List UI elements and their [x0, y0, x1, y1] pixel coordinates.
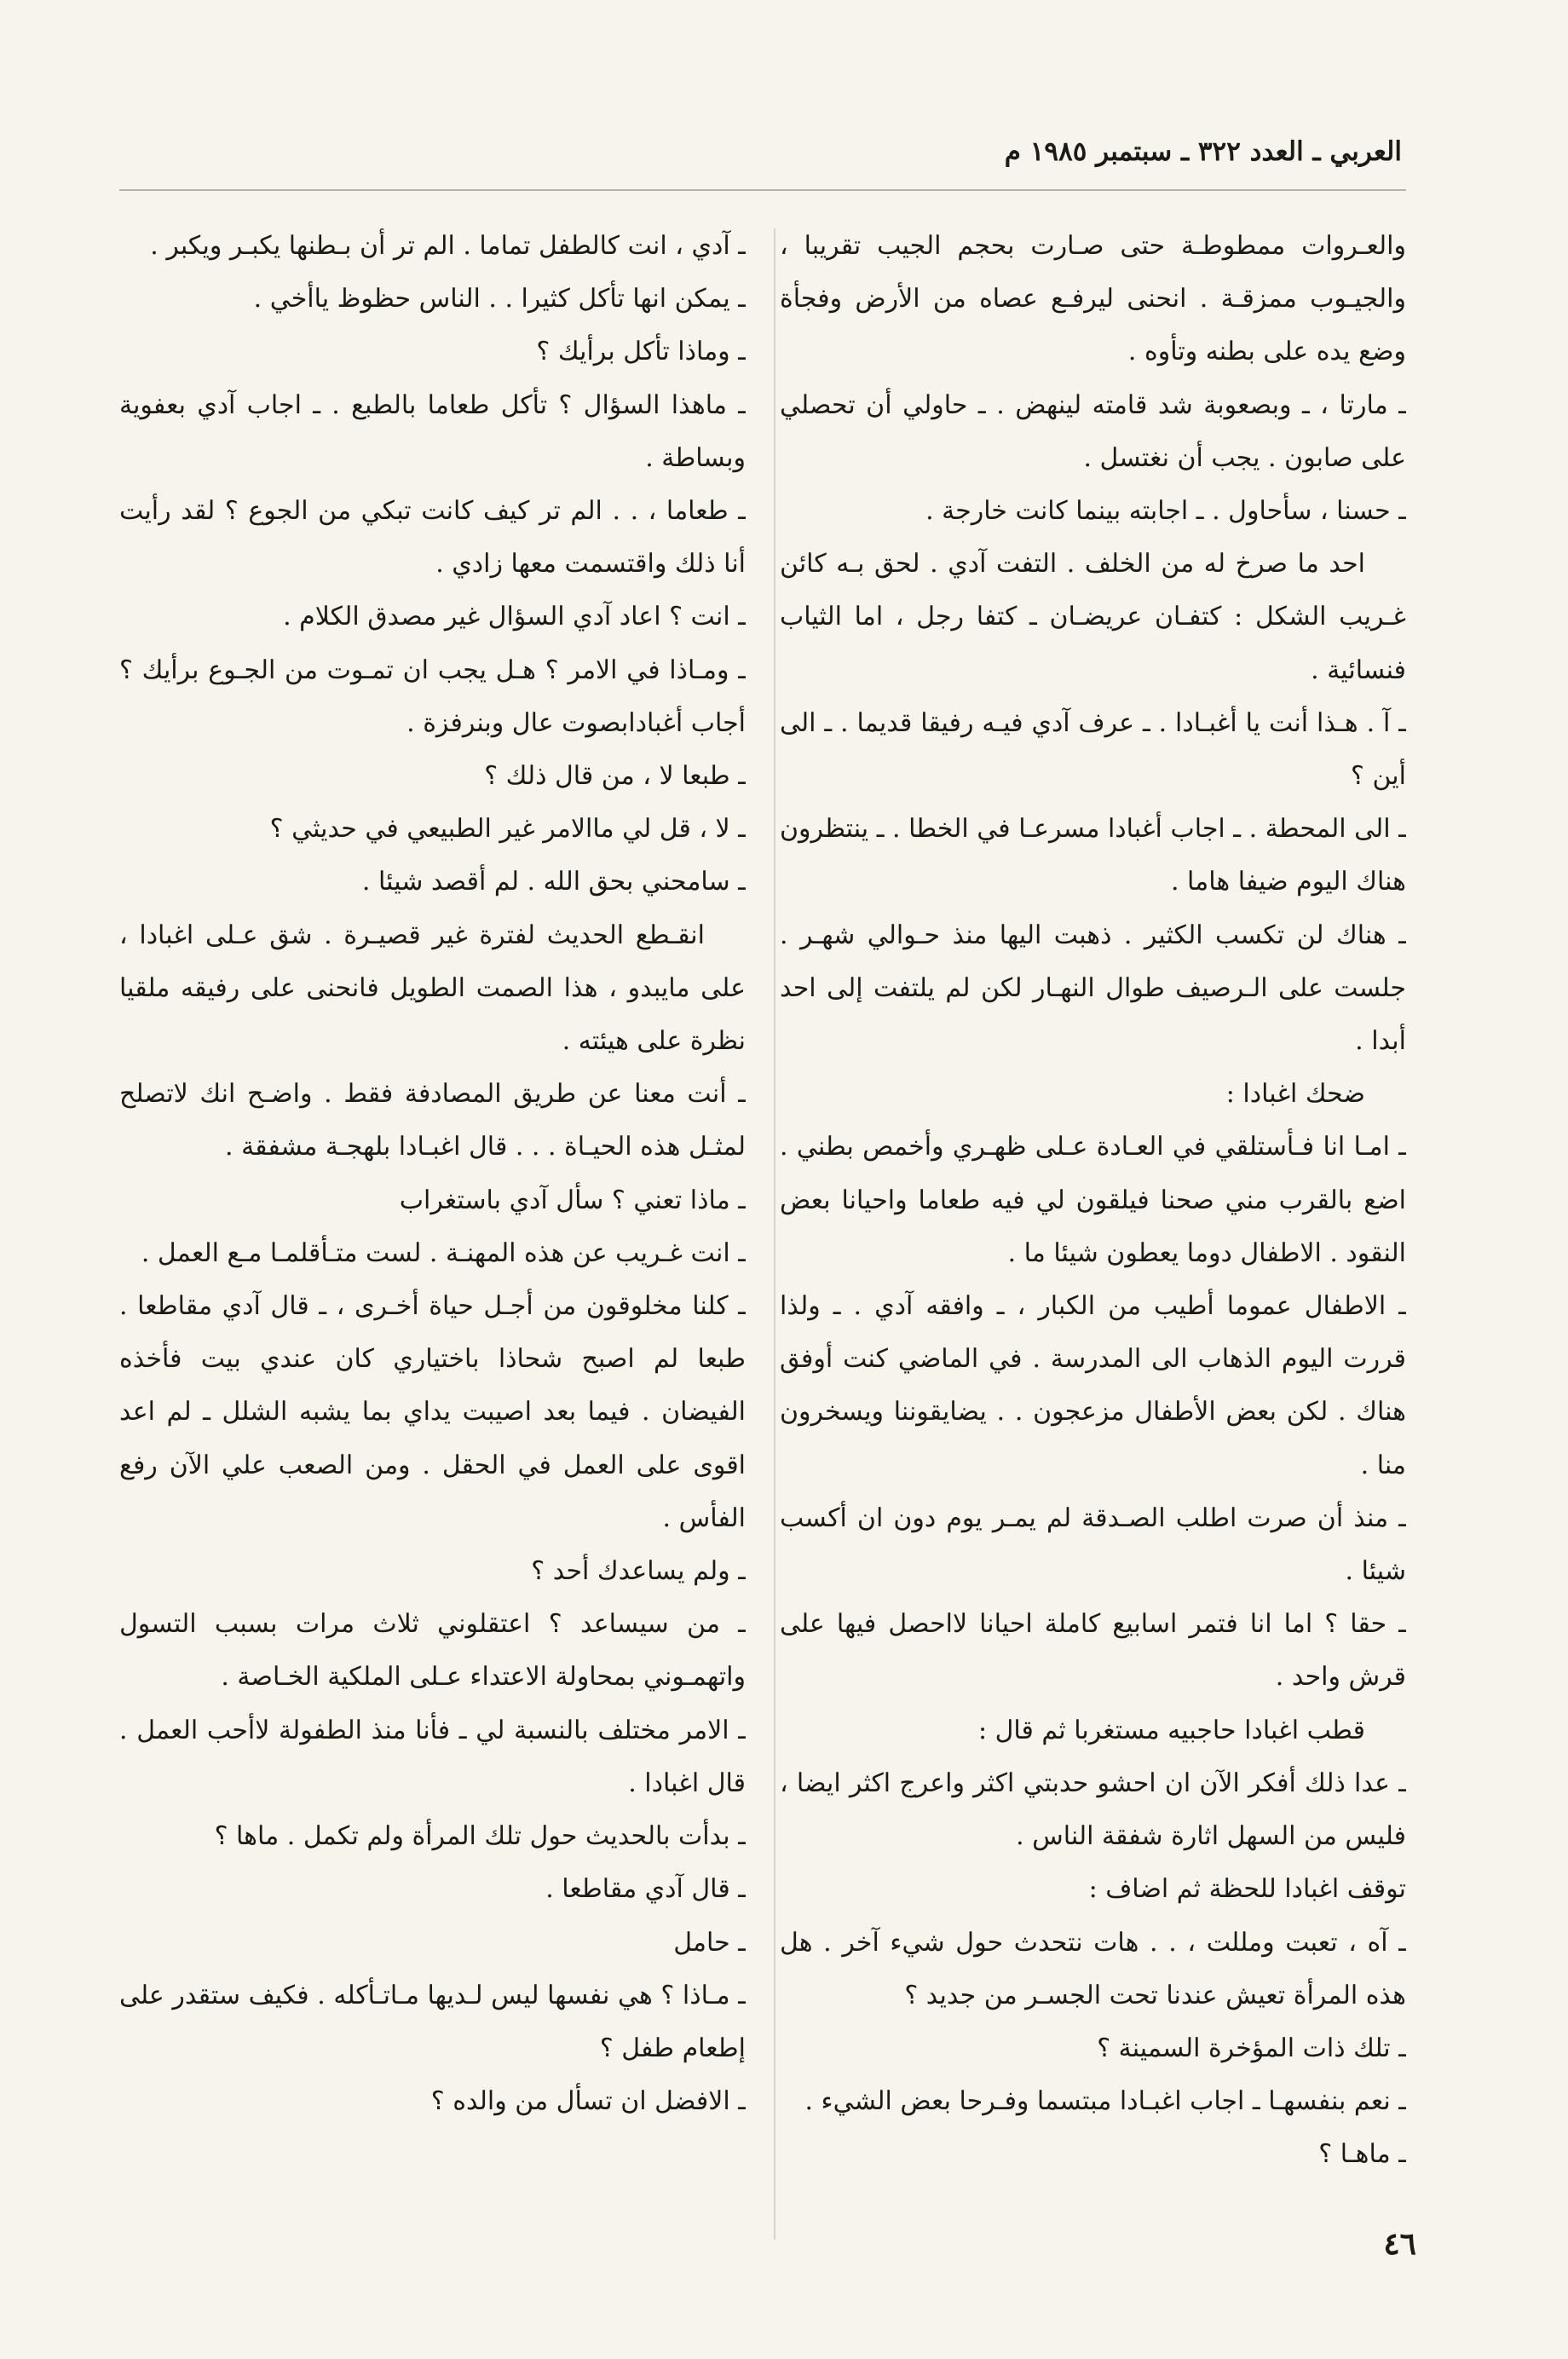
paragraph: ـ انت ؟ اعاد آدي السؤال غير مصدق الكلام . [283, 602, 746, 632]
paragraph: توقف اغبادا للحظة ثم اضاف : [1088, 1874, 1406, 1905]
paragraph: ـ يمكن انها تأكل كثيرا . . الناس حظوظ ياأخي . [253, 284, 746, 314]
text-column-right [780, 220, 1406, 2257]
paragraph: ـ حسنا ، سأحاول . ـ اجابته بينما كانت خارجة . [925, 496, 1406, 527]
running-header: العربي ـ العدد ٣٢٢ ـ سبتمبر ١٩٨٥ م [1004, 136, 1402, 167]
paragraph: ـ هناك لن تكسب الكثير . ذهبت اليها منذ حـوالي شهـر . جلست على الـرصيف طوال النهـار لكن لم يلتفت إلى احد أبدا . [780, 920, 1406, 1057]
paragraph: ـ حقا ؟ اما انا فتمر اسابيع كاملة احيانا لااحصل فيها على قرش واحد . [780, 1609, 1406, 1693]
paragraph: ـ بدأت بالحديث حول تلك المرأة ولم تكمل . ماها ؟ [214, 1821, 746, 1852]
paragraph: ـ آدي ، انت كالطفل تماما . الم تر أن بـطنها يكبـر ويكبر . [150, 231, 746, 261]
paragraph: ـ انت غـريب عن هذه المهنـة . لست متـأقلمـا مـع العمل . [141, 1237, 746, 1268]
paragraph: ـ كلنا مخلوقون من أجـل حياة أخـرى ، ـ قال آدي مقاطعا . طبعا لم اصبح شحاذا باختياري كان عندي بيت فأخذه الفيضان . فيما بعد اصيبت يداي بما يشبه الشلل ـ لم اعد اقوى على العمل في الحقل . ومن الصعب علي الآن رفع الفأس . [119, 1291, 746, 1533]
paragraph: ـ ماهـا ؟ [1318, 2139, 1406, 2170]
header-rule [119, 189, 1406, 191]
paragraph: انقـطع الحديث لفترة غير قصيـرة . شق عـلى اغبادا ، على مايبدو ، هذا الصمت الطويل فانحنى على رفيقه ملقيا نظرة على هيئته . [119, 920, 746, 1057]
paragraph: ـ الامر مختلف بالنسبة لي ـ فأنا منذ الطفولة لاأحب العمل . قال اغبادا . [119, 1715, 746, 1798]
column-gutter [774, 228, 775, 2240]
text-column-left [119, 220, 746, 2257]
paragraph: ـ تلك ذات المؤخرة السمينة ؟ [1097, 2033, 1406, 2063]
paragraph: ـ سامحني بحق الله . لم أقصد شيئا . [361, 867, 746, 897]
paragraph: ـ وماذا تأكل برأيك ؟ [536, 337, 746, 367]
paragraph: ـ حامل [673, 1927, 746, 1958]
paragraph: ـ آ . هـذا أنت يا أغبـادا . ـ عرف آدي فيـه رفيقا قديما . ـ الى أين ؟ [780, 707, 1406, 792]
paragraph: ـ قال آدي مقاطعا . [545, 1874, 746, 1905]
paragraph: احد ما صرخ له من الخلف . التفت آدي . لحق بـه كائن غـريب الشكل : كتفـان عريضـان ـ كتفا رجل ، اما الثياب فنسائية . [780, 549, 1406, 685]
paragraph: ضحك اغبادا : [1225, 1079, 1365, 1110]
paragraph: ـ ماهذا السؤال ؟ تأكل طعاما بالطبع . ـ اجاب آدي بعفوية وبساطة . [119, 389, 746, 473]
paragraph: ـ نعم بنفسهـا ـ اجاب اغبـادا مبتسما وفـرحا بعض الشيء . [804, 2086, 1406, 2117]
paragraph: ـ آه ، تعبت ومللت ، . . هات نتحدث حول شيء آخر . هل هذه المرأة تعيش عندنا تحت الجسـر من جديد ؟ [780, 1927, 1406, 2010]
paragraph: ـ الاطفال عموما أطيب من الكبار ، ـ وافقه آدي . ـ ولذا قررت اليوم الذهاب الى المدرسة . في الماضي كنت أوفق هناك . لكن بعض الأطفال مزعجون . . يضايقوننا ويسخرون منا . [780, 1291, 1406, 1480]
paragraph: ـ مـاذا ؟ هي نفسها ليس لـديها مـاتـأكله . فكيف ستقدر على إطعام طفل ؟ [119, 1980, 746, 2063]
paragraph: ـ ماذا تعني ؟ سأل آدي باستغراب [399, 1185, 746, 1215]
paragraph: ـ طعاما ، . . الم تر كيف كانت تبكي من الجوع ؟ لقد رأيت أنا ذلك واقتسمت معها زادي . [119, 496, 746, 580]
paragraph: ـ أنت معنا عن طريق المصادفة فقط . واضـح انك لاتصلح لمثـل هذه الحيـاة . . . قال اغبـادا بلهجـة مشفقة . [119, 1079, 746, 1162]
page-number: ٤٦ [1383, 2226, 1416, 2262]
paragraph: ـ لا ، قل لي ماالامر غير الطبيعي في حديثي ؟ [269, 814, 746, 845]
paragraph: ـ الى المحطة . ـ اجاب أغبادا مسرعـا في الخطا . ـ ينتظرون هناك اليوم ضيفا هاما . [780, 814, 1406, 897]
paragraph: قطب اغبادا حاجبيه مستغربا ثم قال : [977, 1715, 1365, 1745]
paragraph: ـ ومـاذا في الامر ؟ هـل يجب ان تمـوت من الجـوع برأيك ؟ أجاب أغبادابصوت عال وبنرفزة . [119, 655, 746, 738]
paragraph: ـ ولم يساعدك أحد ؟ [531, 1556, 746, 1587]
paragraph: ـ طبعا لا ، من قال ذلك ؟ [484, 761, 746, 792]
paragraph: ـ مارتا ، ـ وبصعوبة شد قامته لينهض . ـ حاولي أن تحصلي على صابون . يجب أن نغتسل . [780, 389, 1406, 473]
paragraph: ـ امـا انا فـأستلقي في العـادة عـلى ظهـري وأخمص بطني . اضع بالقرب مني صحنا فيلقون لي فيه طعاما واحيانا بعض النقود . الاطفال دوما يعطون شيئا ما . [780, 1132, 1406, 1268]
paragraph: ـ عدا ذلك أفكر الآن ان احشو حدبتي اكثر واعرج اكثر ايضا ، فليس من السهل اثارة شفقة الناس . [780, 1768, 1406, 1852]
paragraph: والعـروات ممطوطـة حتى صـارت بحجم الجيب تقريبا ، والجيـوب ممزقـة . انحنى ليرفـع عصاه من الأرض وفجأة وضع يده على بطنه وتأوه . [780, 231, 1406, 367]
paragraph: ـ من سيساعد ؟ اعتقلوني ثلاث مرات بسبب التسول واتهمـوني بمحاولة الاعتداء عـلى الملكية الخـاصة . [119, 1609, 746, 1693]
paragraph: ـ منذ أن صرت اطلب الصـدقة لم يمـر يوم دون ان أكسب شيئا . [780, 1502, 1406, 1587]
paragraph: ـ الافضل ان تسأل من والده ؟ [430, 2086, 746, 2117]
